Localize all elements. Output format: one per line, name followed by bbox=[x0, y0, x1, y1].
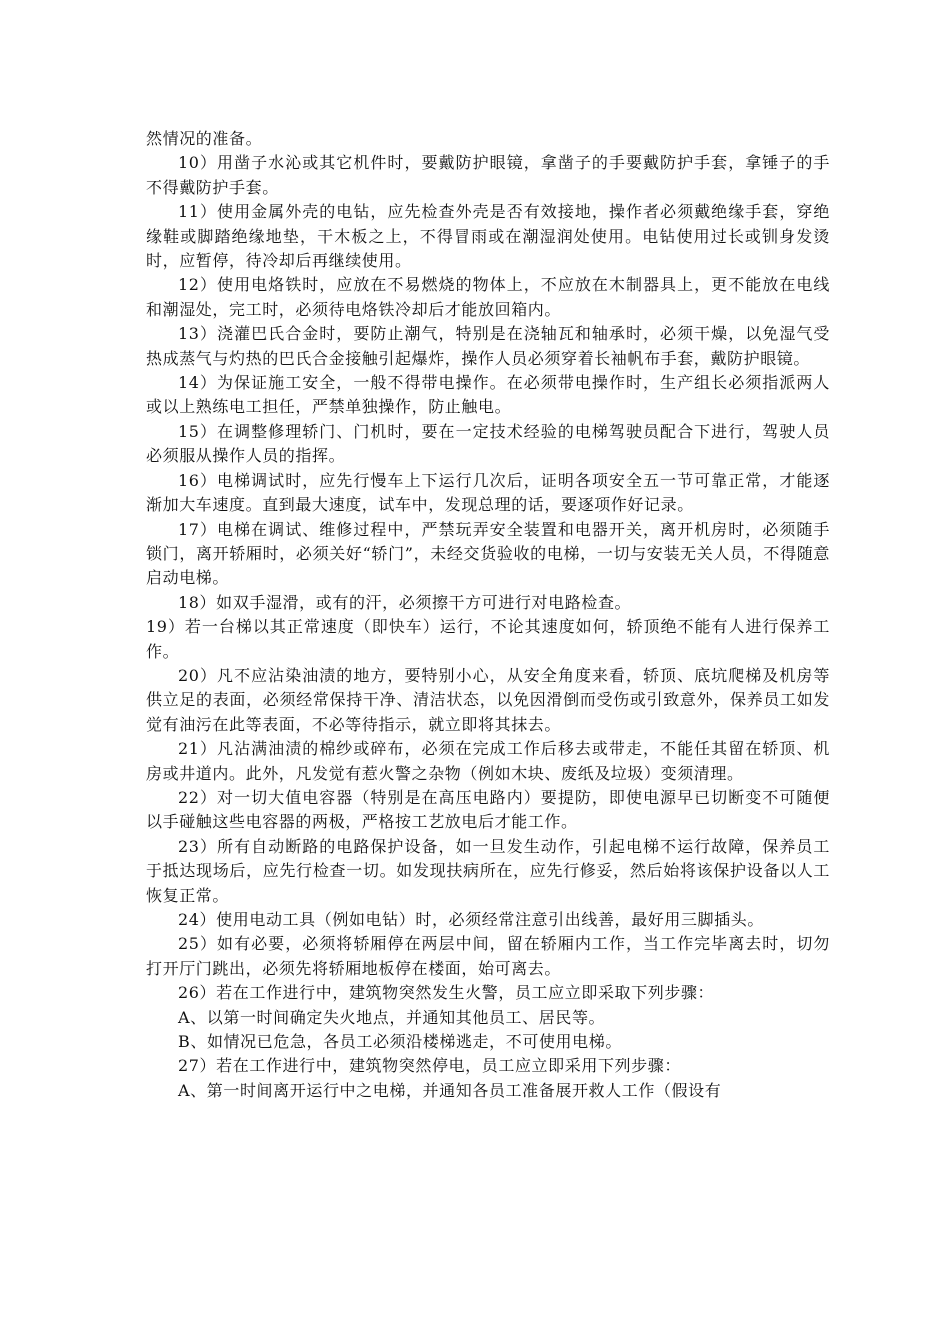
paragraph-item-26-step-a: A、以第一时间确定失火地点，并通知其他员工、居民等。 bbox=[178, 1007, 606, 1027]
paragraph-item-27-step-a: A、第一时间离开运行中之电梯，并通知各员工准备展开救人工作（假设有 bbox=[178, 1080, 722, 1100]
paragraph-item-24: 24）使用电动工具（例如电钻）时，必须经常注意引出线善，最好用三脚插头。 bbox=[178, 910, 764, 929]
paragraph-item-17: 17）电梯在调试、维修过程中，严禁玩弄安全装置和电器开关，离开机房时，必须随手锁门，离开轿厢时，必须关好“轿门”，未经交货验收的电梯，一切与安装无关人员，不得随意启动电梯。 bbox=[146, 519, 830, 588]
paragraph-item-20: 20）凡不应沾染油渍的地方，要特别小心，从安全角度来看，轿顶、底坑爬梯及机房等供立足的表面，必须经常保持干净、清洁状态，以免因滑倒而受伤或引致意外，保养员工如发觉有油污在此等表面，不必等待指示，就立即将其抹去。 bbox=[146, 665, 830, 734]
paragraph-item-14: 14）为保证施工安全，一般不得带电操作。在必须带电操作时，生产组长必须指派两人或以上熟练电工担任，严禁单独操作，防止触电。 bbox=[146, 373, 830, 417]
paragraph-item-25: 25）如有必要，必须将轿厢停在两层中间，留在轿厢内工作，当工作完毕离去时，切勿打开厅门跳出，必须先将轿厢地板停在楼面，始可离去。 bbox=[146, 934, 830, 978]
paragraph-continuation: 然情况的准备。 bbox=[146, 129, 263, 148]
paragraph-item-19: 19）若一台梯以其正常速度（即快车）运行，不论其速度如何，轿顶绝不能有人进行保养工作。 bbox=[146, 617, 830, 661]
paragraph-item-18: 18）如双手湿滑，或有的汗，必须擦干方可进行对电路检查。 bbox=[178, 592, 632, 612]
document-body bbox=[146, 127, 830, 1103]
paragraph-item-22: 22）对一切大值电容器（特别是在高压电路内）要提防，即使电源早已切断变不可随便以手碰触这些电容器的两极，严格按工艺放电后才能工作。 bbox=[146, 787, 830, 832]
paragraph-item-26: 26）若在工作进行中，建筑物突然发生火警，员工应立即采取下列步骤： bbox=[178, 983, 715, 1003]
paragraph-item-26-step-b: B、如情况已危急，各员工必须沿楼梯逃走，不可使用电梯。 bbox=[178, 1032, 622, 1052]
paragraph-item-12: 12）使用电烙铁时，应放在不易燃烧的物体上，不应放在木制器具上，更不能放在电线和潮湿处，完工时，必须待电烙铁冷却后才能放回箱内。 bbox=[146, 275, 830, 319]
paragraph-item-11: 11）使用金属外壳的电钻，应先检查外壳是否有效接地，操作者必须戴绝缘手套，穿绝缘鞋或脚踏绝缘地垫，干木板之上，不得冒雨或在潮湿润处使用。电钻使用过长或钏身发烫时，应暂停，待冷却后再继续使用。 bbox=[146, 202, 830, 271]
paragraph-item-15: 15）在调整修理轿门、门机时，要在一定技术经验的电梯驾驶员配合下进行，驾驶人员必须服从操作人员的指挥。 bbox=[146, 421, 830, 466]
paragraph-item-21: 21）凡沾满油渍的棉纱或碎布，必须在完成工作后移去或带走，不能任其留在轿顶、机房或井道内。此外，凡发觉有惹火警之杂物（例如木块、废纸及垃圾）变须清理。 bbox=[146, 739, 830, 783]
paragraph-item-13: 13）浇灌巴氏合金时，要防止潮气，特别是在浇轴瓦和轴承时，必须干燥，以免湿气受热成蒸气与灼热的巴氏合金接触引起爆炸，操作人员必须穿着长袖帆布手套，戴防护眼镜。 bbox=[146, 324, 830, 368]
paragraph-item-10: 10）用凿子水沁或其它机件时，要戴防护眼镜，拿凿子的手要戴防护手套，拿锤子的手不得戴防护手套。 bbox=[146, 153, 830, 197]
paragraph-item-16: 16）电梯调试时，应先行慢车上下运行几次后，证明各项安全五一节可靠正常，才能逐渐加大车速度。直到最大速度，试车中，发现总理的话，要逐项作好记录。 bbox=[146, 470, 830, 515]
paragraph-item-27: 27）若在工作进行中，建筑物突然停电，员工应立即采用下列步骤： bbox=[178, 1056, 681, 1076]
paragraph-item-23: 23）所有自动断路的电路保护设备，如一旦发生动作，引起电梯不运行故障，保养员工于抵达现场后，应先行检查一切。如发现扶病所在，应先行修妥，然后始将该保护设备以人工恢复正常。 bbox=[146, 836, 830, 905]
